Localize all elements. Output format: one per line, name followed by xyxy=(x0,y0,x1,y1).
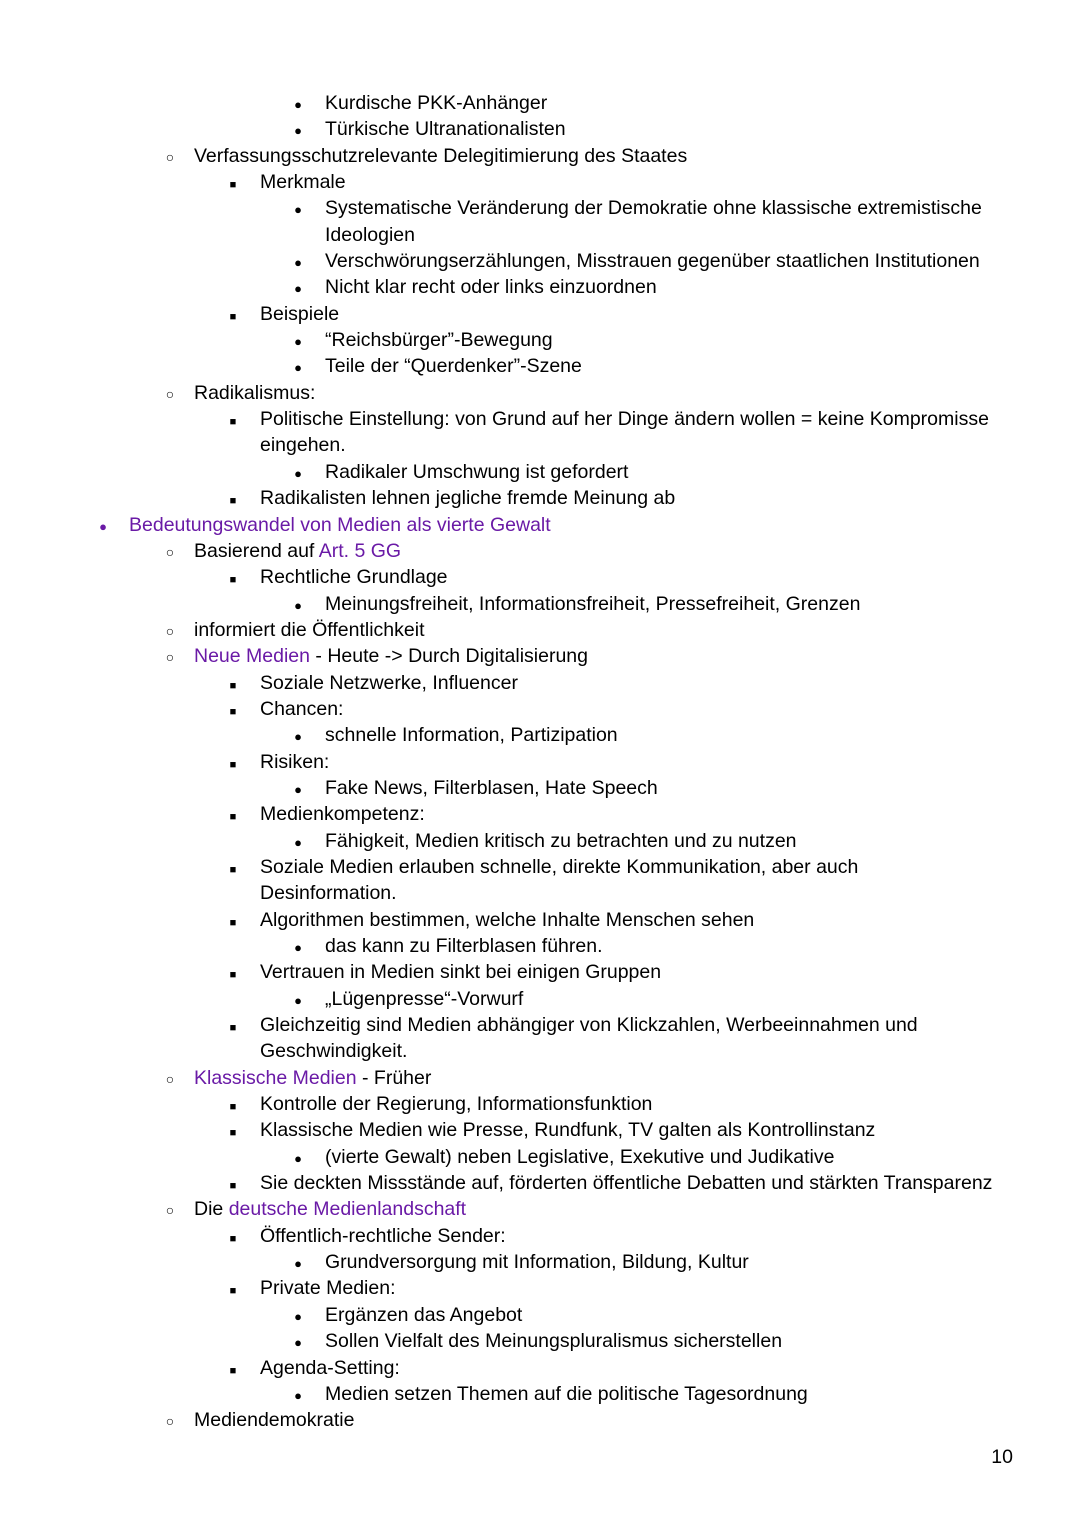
list-item xyxy=(0,116,1080,142)
list-item xyxy=(0,1144,1080,1170)
list-item-text xyxy=(325,90,547,116)
text-run: Klassische Medien wie Presse, Rundfunk, TV galten als Kontrollinstanz xyxy=(260,1119,876,1142)
list-item xyxy=(0,459,1080,485)
list-item-text xyxy=(325,933,603,959)
filled-circle-bullet-icon xyxy=(288,353,308,381)
text-run: Öffentlich-rechtliche Sender: xyxy=(260,1224,506,1247)
list-item-text xyxy=(194,1407,354,1433)
list-item-text xyxy=(260,1091,652,1117)
filled-circle-bullet-icon xyxy=(288,459,308,487)
list-item-continuation xyxy=(0,1038,1080,1064)
hollow-circle-bullet-icon xyxy=(160,1065,180,1092)
list-item-text xyxy=(325,222,415,248)
hollow-circle-bullet-icon xyxy=(160,538,180,565)
list-item-text xyxy=(325,1249,749,1275)
text-run: Radikalisten lehnen jegliche fremde Meinung ab xyxy=(260,487,676,510)
list-item xyxy=(0,301,1080,327)
text-run: Politische Einstellung: von Grund auf her Dinge ändern wollen = keine Kompromisse xyxy=(260,408,989,431)
list-item xyxy=(0,854,1080,880)
square-bullet-icon xyxy=(223,1012,243,1041)
text-run: Medienkompetenz: xyxy=(260,803,425,826)
filled-circle-bullet-icon xyxy=(288,1249,308,1277)
text-run: Sollen Vielfalt des Meinungspluralismus sicherstellen xyxy=(325,1330,783,1353)
text-run: - Heute -> Durch Digitalisierung xyxy=(310,645,588,668)
square-bullet-icon xyxy=(223,1170,243,1199)
square-bullet-icon xyxy=(223,1117,243,1146)
hollow-circle-bullet-icon xyxy=(160,143,180,170)
list-item xyxy=(0,1091,1080,1117)
filled-circle-bullet-icon xyxy=(288,775,308,803)
text-run: Desinformation. xyxy=(260,882,397,905)
filled-circle-bullet-icon xyxy=(288,274,308,302)
square-bullet-icon xyxy=(223,1275,243,1304)
square-bullet-icon xyxy=(223,485,243,514)
list-item-text xyxy=(194,643,588,669)
list-item xyxy=(0,538,1080,564)
filled-circle-bullet-icon xyxy=(288,1381,308,1409)
filled-circle-bullet-icon xyxy=(288,591,308,619)
list-item xyxy=(0,801,1080,827)
list-item xyxy=(0,274,1080,300)
list-item-text xyxy=(129,512,551,538)
list-item xyxy=(0,143,1080,169)
text-run: „Lügenpresse“-Vorwurf xyxy=(325,987,524,1010)
list-item xyxy=(0,722,1080,748)
text-run: Merkmale xyxy=(260,171,346,194)
square-bullet-icon xyxy=(223,749,243,778)
text-run: Ideologien xyxy=(325,223,415,246)
list-item-text xyxy=(194,143,687,169)
text-run: - Früher xyxy=(356,1066,432,1089)
text-run: Kontrolle der Regierung, Informationsfunktion xyxy=(260,1093,653,1116)
list-item-text xyxy=(325,1381,808,1407)
list-item-text xyxy=(325,828,797,854)
list-item xyxy=(0,1196,1080,1222)
hollow-circle-bullet-icon xyxy=(160,1196,180,1223)
list-item xyxy=(0,380,1080,406)
highlighted-term: Bedeutungswandel von Medien als vierte Gewalt xyxy=(129,513,551,536)
list-item-text xyxy=(260,406,989,432)
list-item xyxy=(0,775,1080,801)
list-item-text xyxy=(325,116,566,142)
text-run: Soziale Netzwerke, Influencer xyxy=(260,671,518,694)
list-item xyxy=(0,90,1080,116)
list-item-text xyxy=(325,1144,834,1170)
list-item xyxy=(0,169,1080,195)
filled-circle-bullet-icon xyxy=(93,512,113,540)
text-run: Ergänzen das Angebot xyxy=(325,1303,523,1326)
filled-circle-bullet-icon xyxy=(288,90,308,118)
list-item-text xyxy=(325,775,658,801)
page-number: 10 xyxy=(991,1446,1013,1468)
list-item-text xyxy=(325,459,628,485)
list-item-text xyxy=(260,907,754,933)
text-run: Algorithmen bestimmen, welche Inhalte Menschen sehen xyxy=(260,908,755,931)
list-item-text xyxy=(260,696,343,722)
square-bullet-icon xyxy=(223,907,243,936)
list-item-text xyxy=(325,1302,522,1328)
list-item-text xyxy=(325,327,553,353)
list-item xyxy=(0,986,1080,1012)
list-item xyxy=(0,933,1080,959)
text-run: Kurdische PKK-Anhänger xyxy=(325,92,548,114)
list-item-text xyxy=(325,274,657,300)
filled-circle-bullet-icon xyxy=(288,828,308,856)
document-body xyxy=(0,90,1080,1434)
highlighted-term: Art. 5 GG xyxy=(318,539,402,562)
list-item xyxy=(0,195,1080,221)
list-item-text xyxy=(260,1012,918,1038)
text-run: Meinungsfreiheit, Informationsfreiheit, Pressefreiheit, Grenzen xyxy=(325,592,861,615)
list-item-text xyxy=(260,670,518,696)
text-run: (vierte Gewalt) neben Legislative, Exekutive und Judikative xyxy=(325,1145,835,1168)
filled-circle-bullet-icon xyxy=(288,722,308,750)
text-run: Agenda-Setting: xyxy=(260,1356,400,1379)
list-item xyxy=(0,617,1080,643)
highlighted-term: Klassische Medien xyxy=(194,1066,357,1089)
square-bullet-icon xyxy=(223,169,243,198)
text-run: Radikaler Umschwung ist gefordert xyxy=(325,460,629,483)
hollow-circle-bullet-icon xyxy=(160,617,180,644)
text-run: Sie deckten Missstände auf, förderten öffentliche Debatten und stärkten Transparenz xyxy=(260,1172,993,1195)
list-item-text xyxy=(325,591,860,617)
text-run: Geschwindigkeit. xyxy=(260,1040,408,1063)
square-bullet-icon xyxy=(223,854,243,883)
list-item-text xyxy=(325,986,523,1012)
list-item-text xyxy=(260,1355,400,1381)
highlighted-term: Neue Medien xyxy=(194,645,310,668)
list-item-text xyxy=(325,722,618,748)
text-run: Grundversorgung mit Information, Bildung, Kultur xyxy=(325,1251,749,1274)
text-run: Medien setzen Themen auf die politische Tagesordnung xyxy=(325,1382,808,1405)
text-run: Nicht klar recht oder links einzuordnen xyxy=(325,276,657,299)
list-item xyxy=(0,485,1080,511)
list-item xyxy=(0,353,1080,379)
square-bullet-icon xyxy=(223,1223,243,1252)
list-item-text xyxy=(194,1196,466,1222)
list-item-text xyxy=(194,380,315,406)
hollow-circle-bullet-icon xyxy=(160,380,180,407)
list-item xyxy=(0,959,1080,985)
hollow-circle-bullet-icon xyxy=(160,643,180,670)
list-item-text xyxy=(260,564,448,590)
text-run: Beispiele xyxy=(260,302,340,325)
list-item-text xyxy=(260,801,425,827)
text-run: Verschwörungserzählungen, Misstrauen gegenüber staatlichen Institutionen xyxy=(325,250,980,273)
square-bullet-icon xyxy=(223,696,243,725)
text-run: Verfassungsschutzrelevante Delegitimierung des Staates xyxy=(194,144,688,167)
hollow-circle-bullet-icon xyxy=(160,1407,180,1434)
list-item-text xyxy=(260,1223,506,1249)
square-bullet-icon xyxy=(223,564,243,593)
text-run: schnelle Information, Partizipation xyxy=(325,724,618,747)
square-bullet-icon xyxy=(223,670,243,699)
list-item-text xyxy=(325,195,982,221)
list-item-text xyxy=(260,1275,395,1301)
list-item-text xyxy=(260,169,346,195)
list-item xyxy=(0,670,1080,696)
list-item-text xyxy=(194,538,401,564)
filled-circle-bullet-icon xyxy=(288,1302,308,1330)
text-run: Chancen: xyxy=(260,697,344,720)
text-run: Gleichzeitig sind Medien abhängiger von Klickzahlen, Werbeeinnahmen und xyxy=(260,1014,918,1037)
text-run: Rechtliche Grundlage xyxy=(260,566,448,589)
list-item-text xyxy=(260,854,858,880)
list-item-text xyxy=(260,880,397,906)
square-bullet-icon xyxy=(223,1355,243,1384)
text-run: Vertrauen in Medien sinkt bei einigen Gruppen xyxy=(260,961,662,984)
list-item xyxy=(0,828,1080,854)
text-run: Risiken: xyxy=(260,750,330,773)
list-item xyxy=(0,1407,1080,1433)
list-item xyxy=(0,1117,1080,1143)
list-item-text xyxy=(325,353,582,379)
square-bullet-icon xyxy=(223,301,243,330)
list-item xyxy=(0,643,1080,669)
list-item xyxy=(0,1302,1080,1328)
text-run: das kann zu Filterblasen führen. xyxy=(325,935,603,957)
list-item-text xyxy=(325,1328,782,1354)
highlighted-term: deutsche Medienlandschaft xyxy=(228,1198,467,1221)
list-item xyxy=(0,1328,1080,1354)
list-item xyxy=(0,1381,1080,1407)
list-item-text xyxy=(194,617,425,643)
list-item-text xyxy=(260,432,346,458)
square-bullet-icon xyxy=(223,1091,243,1120)
list-item-text xyxy=(260,1170,992,1196)
text-run: Systematische Veränderung der Demokratie ohne klassische extremistische xyxy=(325,197,982,220)
filled-circle-bullet-icon xyxy=(288,248,308,276)
text-run: Private Medien: xyxy=(260,1277,396,1300)
filled-circle-bullet-icon xyxy=(288,933,308,961)
list-item xyxy=(0,512,1080,538)
list-item xyxy=(0,564,1080,590)
list-item-text xyxy=(260,485,675,511)
text-run: Teile der “Querdenker”-Szene xyxy=(325,355,582,378)
list-item xyxy=(0,1223,1080,1249)
list-item-text xyxy=(194,1065,431,1091)
list-item xyxy=(0,406,1080,432)
text-run: Fähigkeit, Medien kritisch zu betrachten und zu nutzen xyxy=(325,829,797,852)
list-item-continuation xyxy=(0,432,1080,458)
list-item-text xyxy=(260,301,339,327)
text-run: Fake News, Filterblasen, Hate Speech xyxy=(325,776,658,799)
list-item xyxy=(0,591,1080,617)
filled-circle-bullet-icon xyxy=(288,116,308,144)
list-item-text xyxy=(325,248,980,274)
list-item xyxy=(0,1355,1080,1381)
list-item-text xyxy=(260,1117,875,1143)
text-run: informiert die Öffentlichkeit xyxy=(194,618,425,641)
list-item xyxy=(0,1065,1080,1091)
filled-circle-bullet-icon xyxy=(288,1328,308,1356)
list-item xyxy=(0,907,1080,933)
text-run: Radikalismus: xyxy=(194,381,316,404)
filled-circle-bullet-icon xyxy=(288,1144,308,1172)
list-item-text xyxy=(260,959,661,985)
list-item xyxy=(0,327,1080,353)
list-item-text xyxy=(260,749,329,775)
square-bullet-icon xyxy=(223,406,243,435)
list-item-continuation xyxy=(0,880,1080,906)
text-run: Mediendemokratie xyxy=(194,1409,355,1432)
text-run: Basierend auf xyxy=(194,539,319,562)
filled-circle-bullet-icon xyxy=(288,986,308,1014)
square-bullet-icon xyxy=(223,959,243,988)
list-item xyxy=(0,1249,1080,1275)
text-run: eingehen. xyxy=(260,434,346,457)
list-item-text xyxy=(260,1038,407,1064)
filled-circle-bullet-icon xyxy=(288,327,308,355)
text-run: Die xyxy=(194,1198,229,1221)
list-item xyxy=(0,1170,1080,1196)
list-item xyxy=(0,696,1080,722)
list-item xyxy=(0,1012,1080,1038)
text-run: Türkische Ultranationalisten xyxy=(325,118,566,141)
text-run: Soziale Medien erlauben schnelle, direkte Kommunikation, aber auch xyxy=(260,855,859,878)
text-run: “Reichsbürger”-Bewegung xyxy=(325,329,553,352)
list-item xyxy=(0,749,1080,775)
list-item xyxy=(0,248,1080,274)
square-bullet-icon xyxy=(223,801,243,830)
filled-circle-bullet-icon xyxy=(288,195,308,223)
list-item-continuation xyxy=(0,222,1080,248)
list-item xyxy=(0,1275,1080,1301)
